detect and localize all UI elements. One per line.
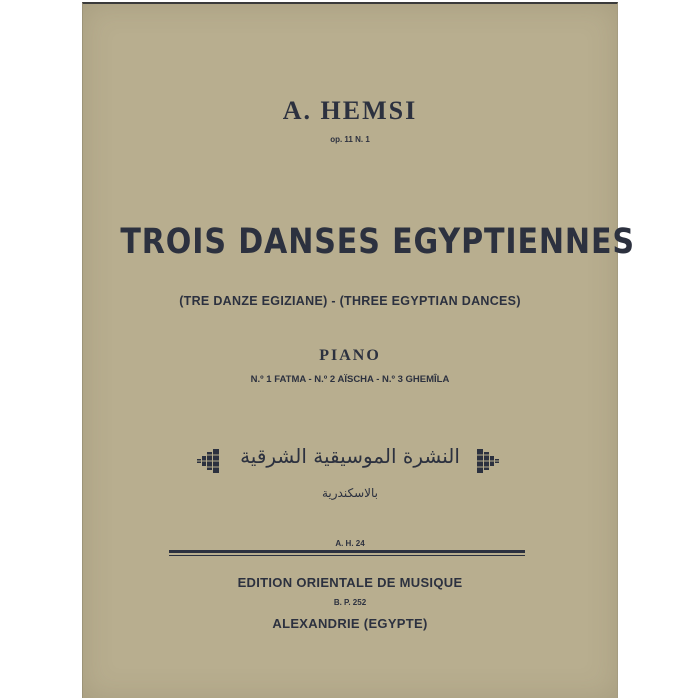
arabic-city: بالاسكندرية	[321, 486, 378, 500]
composer-name: A. HEMSI	[282, 96, 418, 125]
instrument-label: PIANO	[319, 347, 381, 364]
pieces-list: N.º 1 FATMA - N.º 2 AÏSCHA - N.º 3 GHEMÎLA	[250, 374, 450, 385]
divider-rule-thin	[169, 555, 525, 556]
work-subtitle: (TRE DANZE EGIZIANE) - (THREE EGYPTIAN DANCES)	[179, 294, 521, 308]
catalog-number: A. H. 24	[335, 539, 365, 548]
divider-rule	[169, 550, 525, 553]
opus-number: op. 11 N. 1	[330, 135, 370, 144]
work-title: TROIS DANSES EGYPTIENNES	[120, 222, 635, 262]
arabic-publisher-name: النشرة الموسيقية الشرقية	[240, 444, 460, 468]
po-box: B. P. 252	[333, 598, 367, 607]
publisher-name: EDITION ORIENTALE DE MUSIQUE	[237, 575, 463, 590]
score-cover	[82, 2, 635, 698]
publisher-city: ALEXANDRIE (EGYPTE)	[272, 616, 428, 631]
arrow-ornament-icon	[475, 448, 501, 474]
